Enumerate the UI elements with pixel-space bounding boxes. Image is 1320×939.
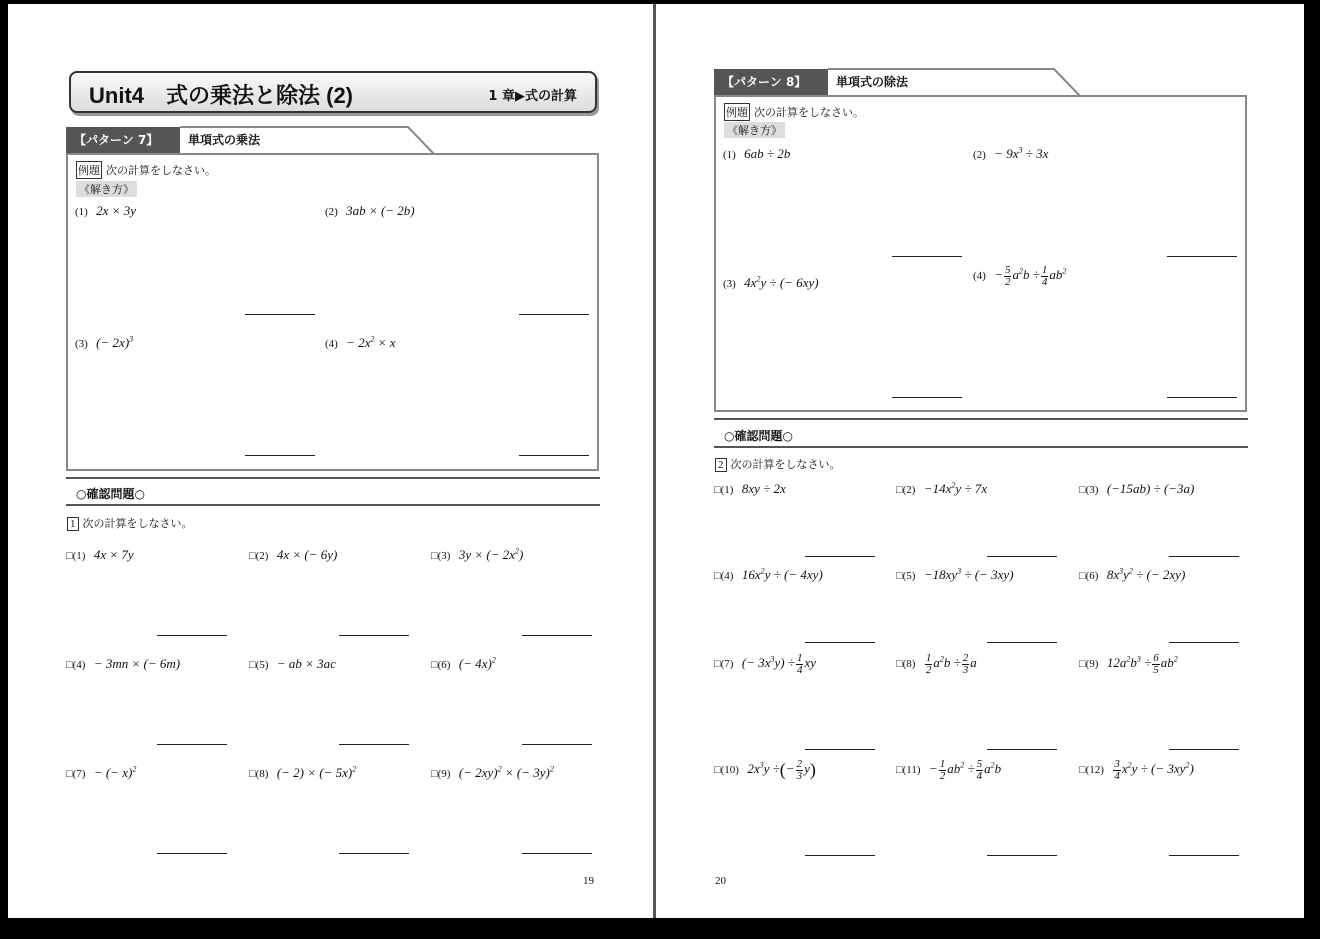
example-number: (1): [723, 149, 736, 161]
problem-number: □(3): [431, 550, 451, 562]
example-number: (1): [75, 206, 88, 218]
answer-line[interactable]: [805, 855, 875, 856]
answer-line[interactable]: [987, 749, 1057, 750]
problem-5[interactable]: [249, 653, 336, 672]
problem-number: □(10): [714, 764, 739, 776]
example-expression: − $9x^3 \div 3x$: [990, 145, 1049, 161]
method-heading: [724, 122, 785, 138]
answer-line[interactable]: [522, 635, 592, 636]
answer-line[interactable]: [1167, 397, 1237, 398]
problem-number: □(11): [896, 764, 921, 776]
problem-number: □(12): [1079, 764, 1104, 776]
unit-title-box: [69, 71, 597, 113]
answer-line[interactable]: [339, 744, 409, 745]
problem-expression: 3y × (− $2x^2$): [455, 546, 524, 562]
problem-3[interactable]: [1079, 478, 1194, 497]
example-1: [75, 200, 136, 219]
problem-expression: $\frac{1}{2}$ $a^2b$ ÷ $\frac{2}{3}$ a: [925, 651, 977, 676]
example-4: [973, 264, 1066, 288]
unit-title: Unit4 式の乗法と除法 (2): [89, 83, 354, 108]
example-number: (3): [723, 278, 736, 290]
example-number: (3): [75, 338, 88, 350]
answer-line[interactable]: [1169, 556, 1239, 557]
example-2: [973, 143, 1048, 162]
problem-expression: 4x × 7y: [90, 547, 134, 562]
answer-line[interactable]: [1169, 642, 1239, 643]
problem-expression: (− 2) × (− 5x)$^2$: [273, 764, 357, 780]
pattern-header-outline: [828, 68, 1098, 98]
page-number: 19: [583, 875, 594, 887]
left-page: [8, 4, 653, 918]
example-2: [325, 200, 415, 219]
answer-line[interactable]: [245, 314, 315, 315]
example-label: 例題: [724, 103, 750, 121]
problem-number: □(8): [249, 768, 269, 780]
book-spread: [8, 4, 1304, 918]
chapter-label: 1 章▶式の計算: [488, 89, 577, 104]
problem-6[interactable]: [1079, 564, 1185, 583]
section-rule-bottom: [66, 504, 600, 506]
problem-number: □(4): [714, 570, 734, 582]
problem-10[interactable]: [714, 758, 816, 782]
answer-line[interactable]: [339, 635, 409, 636]
problem-expression: − 3mn × (− 6m): [90, 656, 181, 671]
example-expression: 2x × 3y: [92, 203, 137, 218]
answer-line[interactable]: [1169, 855, 1239, 856]
problem-1[interactable]: [714, 478, 786, 497]
pattern-tag: 【パターン 7】: [66, 127, 180, 153]
example-expression: (− 2x)$^3$: [92, 334, 134, 350]
problem-number: □(7): [66, 768, 86, 780]
section-rule-top: [714, 418, 1248, 420]
answer-line[interactable]: [1167, 256, 1237, 257]
problem-number: □(5): [249, 659, 269, 671]
example-number: (4): [325, 338, 338, 350]
problem-4[interactable]: [66, 653, 180, 672]
example-expression: − $\frac{5}{2}$ $a^2b$ ÷ $\frac{1}{4}$ $ab^2$: [990, 263, 1067, 288]
answer-line[interactable]: [519, 455, 589, 456]
problem-expression: $8x^3y^2$ ÷ (− 2xy): [1103, 566, 1186, 582]
problem-7[interactable]: [714, 652, 816, 676]
example-3: [75, 332, 133, 351]
problem-number: □(6): [1079, 570, 1099, 582]
problem-number: □(4): [66, 659, 86, 671]
problem-number: □(3): [1079, 484, 1099, 496]
answer-line[interactable]: [805, 556, 875, 557]
example-expression: 6ab ÷ 2b: [740, 146, 791, 161]
example-heading: [76, 161, 216, 179]
problem-expression: 8xy ÷ 2x: [738, 481, 786, 496]
example-4: [325, 332, 396, 351]
answer-line[interactable]: [987, 855, 1057, 856]
answer-line[interactable]: [339, 853, 409, 854]
problem-1[interactable]: [66, 544, 134, 563]
pattern-title: 単項式の除法: [836, 75, 909, 89]
pattern-header-outline: [180, 126, 450, 156]
problem-9[interactable]: [1079, 652, 1178, 676]
problem-9[interactable]: [431, 762, 554, 781]
answer-line[interactable]: [987, 642, 1057, 643]
problem-number: □(1): [714, 484, 734, 496]
check-title: ○確認問題○: [76, 487, 145, 501]
problem-expression: $-14x^2y \div 7x$: [920, 480, 988, 496]
problem-expression: (− 2xy)$^2$ × (− 3y)$^2$: [455, 764, 554, 780]
problem-expression: $16x^2y$ ÷ (− 4xy): [738, 566, 823, 582]
problem-number: □(8): [896, 658, 916, 670]
answer-line[interactable]: [245, 455, 315, 456]
example-instruction: 次の計算をしなさい。: [106, 164, 216, 177]
example-instruction: 次の計算をしなさい。: [754, 106, 864, 119]
answer-line[interactable]: [157, 635, 227, 636]
check-heading: [67, 515, 193, 531]
problem-expression: (− $3x^3y$) ÷ $\frac{1}{4}$ xy: [738, 651, 817, 676]
check-heading: [715, 456, 841, 472]
problem-expression: $-18xy^3$ ÷ (− 3xy): [920, 566, 1014, 582]
answer-line[interactable]: [805, 749, 875, 750]
example-1: [723, 143, 790, 162]
example-expression: − $2x^2 \times x$: [342, 334, 396, 350]
answer-line[interactable]: [157, 744, 227, 745]
check-title: ○確認問題○: [724, 429, 793, 443]
problem-3[interactable]: [431, 544, 523, 563]
problem-number: □(7): [714, 658, 734, 670]
problem-7[interactable]: [66, 762, 136, 781]
problem-2[interactable]: [896, 478, 987, 497]
example-heading: [724, 103, 864, 121]
method-label: 《解き方》: [724, 122, 785, 138]
problem-expression: (− 4x)$^2$: [455, 655, 496, 671]
check-number: 1: [67, 517, 79, 531]
section-rule-bottom: [714, 446, 1248, 448]
problem-expression: $2x^3y$ ÷(− $\frac{2}{3}$ y): [744, 757, 816, 782]
answer-line[interactable]: [522, 744, 592, 745]
example-3: [723, 272, 819, 291]
problem-4[interactable]: [714, 564, 823, 583]
answer-line[interactable]: [519, 314, 589, 315]
problem-expression: $12a^2b^3$ ÷ $\frac{6}{5}$ $ab^2$: [1103, 651, 1178, 676]
answer-line[interactable]: [1169, 749, 1239, 750]
pattern-title: 単項式の乗法: [188, 133, 261, 147]
problem-expression: (−15ab) ÷ (−3a): [1103, 481, 1195, 496]
answer-line[interactable]: [522, 853, 592, 854]
check-instruction: 次の計算をしなさい。: [730, 458, 841, 471]
problem-number: □(1): [66, 550, 86, 562]
problem-2[interactable]: [249, 544, 337, 563]
problem-expression: − ab × 3ac: [273, 656, 336, 671]
problem-6[interactable]: [431, 653, 496, 672]
problem-number: □(2): [249, 550, 269, 562]
problem-11[interactable]: [896, 758, 1001, 782]
answer-line[interactable]: [805, 642, 875, 643]
method-heading: [76, 181, 137, 197]
check-number: 2: [715, 458, 727, 472]
problem-expression: − $\frac{1}{2}$ $ab^2$ ÷ $\frac{5}{4}$ $a^2b$: [925, 757, 1002, 782]
section-rule-top: [66, 477, 600, 479]
problem-expression: − (− x)$^2$: [90, 764, 137, 780]
example-number: (2): [973, 149, 986, 161]
problem-number: □(5): [896, 570, 916, 582]
problem-expression: 4x × (− 6y): [273, 547, 338, 562]
problem-5[interactable]: [896, 564, 1014, 583]
page-number: 20: [715, 875, 726, 887]
problem-number: □(9): [431, 768, 451, 780]
example-expression: 3ab × (− 2b): [342, 203, 415, 218]
example-expression: $4x^2y$ ÷ (− 6xy): [740, 274, 819, 290]
method-label: 《解き方》: [76, 181, 137, 197]
problem-number: □(2): [896, 484, 916, 496]
example-number: (2): [325, 206, 338, 218]
problem-12[interactable]: [1079, 758, 1194, 782]
answer-line[interactable]: [892, 256, 962, 257]
answer-line[interactable]: [157, 853, 227, 854]
answer-line[interactable]: [892, 397, 962, 398]
problem-8[interactable]: [896, 652, 977, 676]
right-page: [656, 4, 1304, 918]
example-label: 例題: [76, 161, 102, 179]
check-instruction: 次の計算をしなさい。: [82, 517, 193, 530]
pattern-tag: 【パターン 8】: [714, 69, 828, 95]
problem-number: □(9): [1079, 658, 1099, 670]
problem-8[interactable]: [249, 762, 356, 781]
problem-expression: $\frac{3}{4}$ $x^2y$ ÷ (− $3xy^2$): [1114, 757, 1194, 782]
example-number: (4): [973, 270, 986, 282]
answer-line[interactable]: [987, 556, 1057, 557]
problem-number: □(6): [431, 659, 451, 671]
